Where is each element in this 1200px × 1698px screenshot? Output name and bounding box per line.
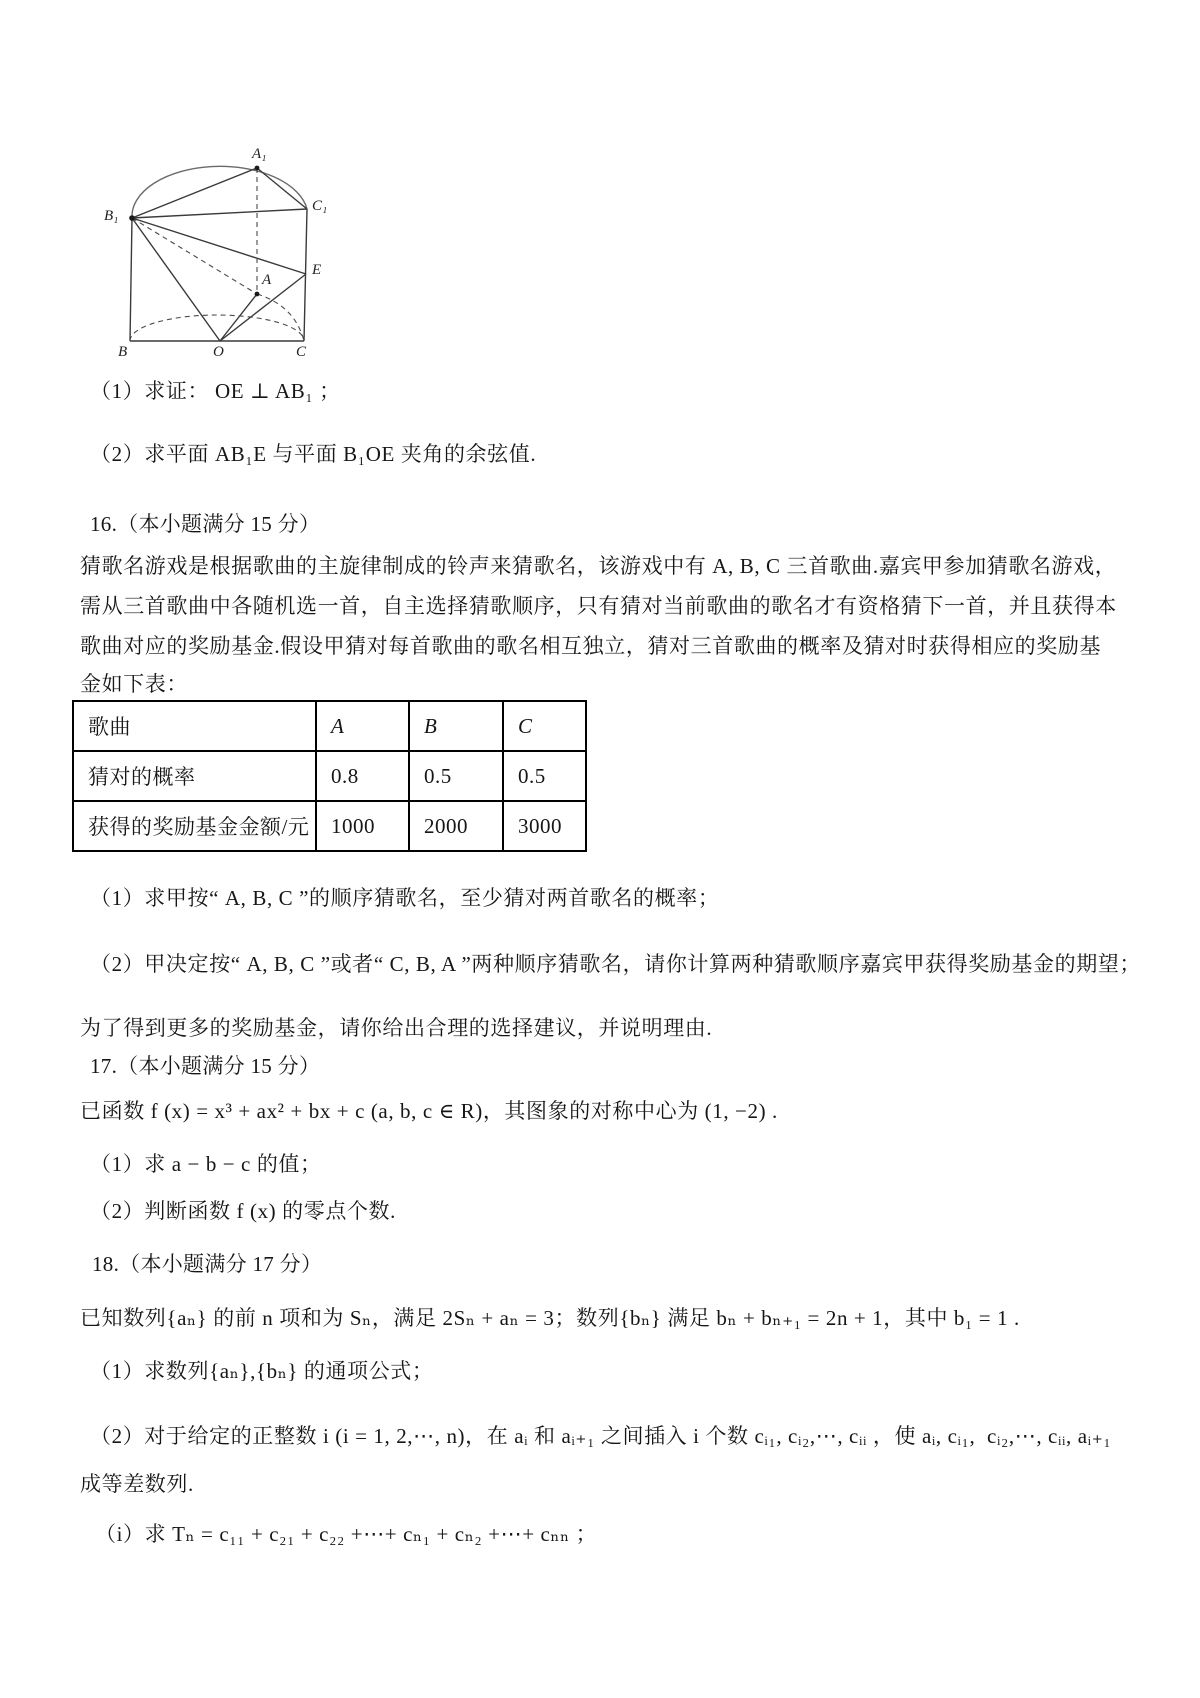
table-row [73,751,586,801]
figure-label-c: C [296,344,307,360]
table-cell: 0.5 [503,751,586,801]
q18-part1: （1）求数列{aₙ},{bₙ} 的通项公式； [90,1359,434,1383]
figure-label-a: A [262,272,272,288]
figure-label-c1: C₁ [312,198,328,214]
q17-intro: 已函数 f (x) = x³ + ax² + bx + c (a, b, c ∈ R)，其图象的对称中心为 (1, −2) . [80,1099,778,1123]
q16-part2: （2）甲决定按“ A, B, C ”或者“ C, B, A ”两种顺序猜歌名，请你计算两种猜歌顺序嘉宾甲获得奖励基金的期望； [90,952,1142,976]
q17-heading: 17.（本小题满分 15 分） [90,1054,321,1078]
table-cell: 2000 [409,801,503,851]
q18-heading: 18.（本小题满分 17 分） [92,1252,323,1276]
table-cell: 获得的奖励基金金额/元 [73,801,316,851]
figure-label-b: B [118,344,128,360]
table-cell: 0.8 [316,751,409,801]
q17-part1: （1）求 a − b − c 的值； [90,1152,322,1176]
q18-part2-cont: 成等差数列. [80,1472,194,1496]
q18-part2: （2）对于给定的正整数 i (i = 1, 2,⋯, n)，在 aᵢ 和 aᵢ₊₁ 之间插入 i 个数 cᵢ₁, cᵢ₂,⋯, cᵢᵢ ，使 aᵢ, cᵢ₁, cᵢ₂,⋯, cᵢᵢ, aᵢ₊₁ [90,1424,1112,1448]
table-row [73,701,586,751]
table-cell: 1000 [316,801,409,851]
q16-para-line1: 猜歌名游戏是根据歌曲的主旋律制成的铃声来猜歌名，该游戏中有 A, B, C 三首歌曲.嘉宾甲参加猜歌名游戏， [80,554,1117,578]
q17-part2: （2）判断函数 f (x) 的零点个数. [90,1199,396,1223]
figure-label-o: O [213,344,224,360]
prism-cylinder-diagram [90,126,334,370]
table-cell: 猜对的概率 [73,751,316,801]
q16-part2-cont: 为了得到更多的奖励基金，请你给出合理的选择建议，并说明理由. [80,1016,713,1040]
q16-para-line4: 金如下表： [80,672,188,696]
table-row [73,801,586,851]
figure-label-b1: B₁ [104,208,119,224]
table-cell: 歌曲 [73,701,316,751]
table-cell: B [409,701,503,751]
figure-label-a1: A₁ [252,146,267,162]
table-cell: A [316,701,409,751]
q16-para-line3: 歌曲对应的奖励基金.假设甲猜对每首歌曲的歌名相互独立，猜对三首歌曲的概率及猜对时获得相应的奖励基 [80,634,1102,658]
q16-heading: 16.（本小题满分 15 分） [90,512,321,536]
table-cell: C [503,701,586,751]
q18-part2-i: （i）求 Tₙ = c₁₁ + c₂₁ + c₂₂ +⋯+ cₙ₁ + cₙ₂ +⋯+ cₙₙ ； [95,1522,598,1546]
geometry-figure [90,126,334,370]
table-cell: 3000 [503,801,586,851]
reward-table [72,700,587,852]
q16-part1: （1）求甲按“ A, B, C ”的顺序猜歌名，至少猜对两首歌名的概率； [90,886,720,910]
q15-part2: （2）求平面 AB₁E 与平面 B₁OE 夹角的余弦值. [90,442,537,466]
table-cell: 0.5 [409,751,503,801]
figure-label-e: E [312,262,322,278]
q16-para-line2: 需从三首歌曲中各随机选一首，自主选择猜歌顺序，只有猜对当前歌曲的歌名才有资格猜下一首，并且获得本 [80,594,1117,618]
q15-part1: （1）求证： OE ⊥ AB₁ ； [90,379,341,403]
q18-intro: 已知数列{aₙ} 的前 n 项和为 Sₙ，满足 2Sₙ + aₙ = 3；数列{bₙ} 满足 bₙ + bₙ₊₁ = 2n + 1，其中 b₁ = 1 . [80,1306,1020,1330]
